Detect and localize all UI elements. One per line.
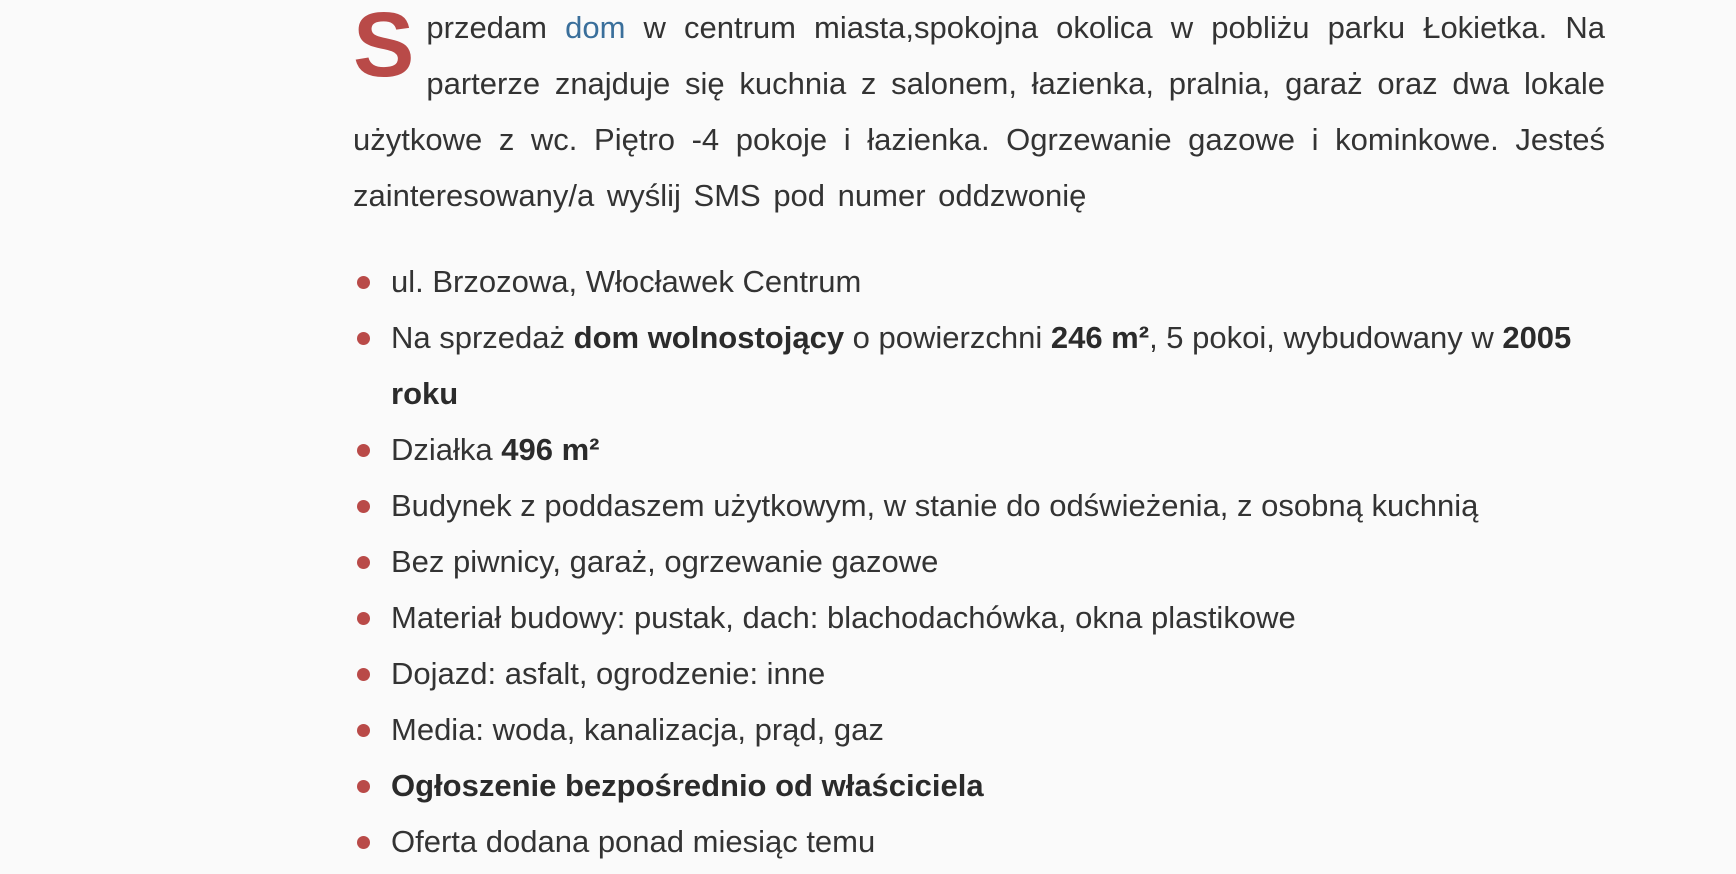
bullet-icon [357, 332, 370, 345]
added-text: Oferta dodana ponad miesiąc temu [391, 824, 876, 859]
bullet-icon [357, 668, 370, 681]
features-list [353, 254, 1605, 870]
list-item-basement [353, 534, 1581, 590]
bullet-icon [357, 724, 370, 737]
list-item-access [353, 646, 1581, 702]
bullet-icon [357, 444, 370, 457]
bullet-icon [357, 276, 370, 289]
bullet-icon [357, 556, 370, 569]
list-item-address [353, 254, 1581, 310]
bullet-icon [357, 500, 370, 513]
intro-text-start: przedam [426, 10, 566, 45]
dropcap-letter: S [353, 0, 415, 96]
list-item-owner [353, 758, 1581, 814]
utilities-text: Media: woda, kanalizacja, prąd, gaz [391, 712, 884, 747]
materials-text: Materiał budowy: pustak, dach: blachodachówka, okna plastikowe [391, 600, 1296, 635]
listing-description [353, 0, 1605, 870]
bullet-icon [357, 836, 370, 849]
bullet-icon [357, 612, 370, 625]
owner-text: Ogłoszenie bezpośrednio od właściciela [391, 768, 984, 803]
list-item-plot [353, 422, 1581, 478]
building-text-2: o powierzchni [844, 320, 1051, 355]
basement-text: Bez piwnicy, garaż, ogrzewanie gazowe [391, 544, 939, 579]
bullet-icon [357, 780, 370, 793]
building-text-3: , 5 pokoi, wybudowany w [1149, 320, 1503, 355]
building-year: 2005 roku [391, 320, 1572, 411]
list-item-added [353, 814, 1581, 870]
list-item-materials [353, 590, 1581, 646]
intro-text-rest: w centrum miasta,spokojna okolica w pobliżu parku Łokietka. Na parterze znajduje się kuchnia z salonem, łazienka, pralnia, garaż oraz dwa lokale użytkowe z wc. Piętro -4 pokoje i łazienka. Ogrzewanie gazowe i kominkowe. Jesteś zainteresowany/a wyślij SMS pod numer oddzwonię [353, 10, 1605, 213]
dom-link[interactable]: dom [565, 10, 626, 45]
address-text: ul. Brzozowa, Włocławek Centrum [391, 264, 862, 299]
list-item-utilities [353, 702, 1581, 758]
access-text: Dojazd: asfalt, ogrodzenie: inne [391, 656, 826, 691]
building-text-1: Na sprzedaż [391, 320, 574, 355]
building-type: dom wolnostojący [573, 320, 845, 355]
plot-area: 496 m² [501, 432, 600, 467]
list-item-attic [353, 478, 1581, 534]
attic-text: Budynek z poddaszem użytkowym, w stanie do odświeżenia, z osobną kuchnią [391, 488, 1479, 523]
building-area: 246 m² [1050, 320, 1150, 355]
plot-label: Działka [391, 432, 502, 467]
intro-paragraph [353, 0, 1605, 224]
list-item-building [353, 310, 1581, 422]
